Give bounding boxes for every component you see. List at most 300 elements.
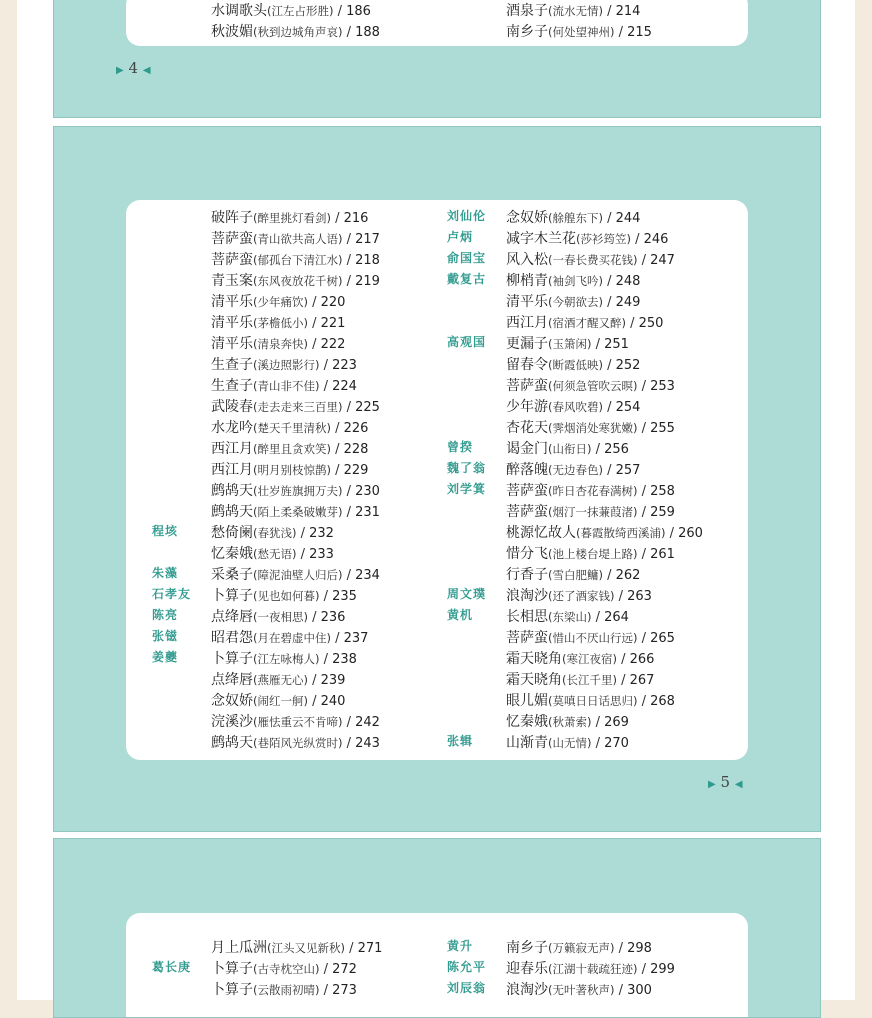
poem-title: 西江月 bbox=[211, 441, 253, 457]
page-ref: 251 bbox=[604, 337, 629, 352]
toc-entry[interactable] bbox=[506, 311, 663, 332]
separator: / bbox=[307, 610, 321, 625]
poem-title: 点绛唇 bbox=[211, 609, 253, 625]
separator: / bbox=[307, 694, 321, 709]
separator: / bbox=[330, 631, 344, 646]
toc-entry[interactable] bbox=[506, 710, 629, 731]
toc-entry[interactable] bbox=[506, 584, 652, 605]
toc-entry[interactable] bbox=[211, 647, 357, 668]
first-line: (壮岁旌旗拥万夫) bbox=[253, 484, 343, 498]
first-line: (障泥油壁人归后) bbox=[253, 568, 343, 582]
separator: / bbox=[319, 962, 333, 977]
separator: / bbox=[614, 589, 628, 604]
separator: / bbox=[333, 4, 347, 19]
first-line: (少年痛饮) bbox=[253, 295, 308, 309]
page-ref: 264 bbox=[604, 610, 629, 625]
poem-title: 山渐青 bbox=[506, 735, 548, 751]
poem-title: 浪淘沙 bbox=[506, 982, 548, 998]
poet-name: 张镃 bbox=[152, 629, 179, 643]
first-line: (莫嗔日日话思归) bbox=[548, 694, 638, 708]
separator: / bbox=[591, 736, 605, 751]
separator: / bbox=[637, 505, 651, 520]
poet-name: 朱藻 bbox=[152, 566, 179, 580]
page-ref: 260 bbox=[678, 526, 703, 541]
separator: / bbox=[342, 232, 356, 247]
toc-entry[interactable] bbox=[211, 332, 345, 353]
first-line: (巷陌风光纵赏时) bbox=[253, 736, 343, 750]
first-line: (山衔日) bbox=[548, 442, 592, 456]
first-line: (江湖十载疏狂迹) bbox=[548, 962, 638, 976]
toc-entry[interactable] bbox=[506, 227, 668, 248]
poet-name: 黄升 bbox=[447, 939, 474, 953]
page-ref: 229 bbox=[343, 463, 369, 478]
first-line: (郁孤台下清江水) bbox=[253, 253, 343, 267]
toc-entry[interactable] bbox=[506, 458, 640, 479]
toc-entry[interactable] bbox=[211, 710, 380, 731]
first-line: (清泉奔快) bbox=[253, 337, 308, 351]
separator: / bbox=[630, 232, 644, 247]
toc-entry[interactable] bbox=[211, 689, 345, 710]
toc-entry[interactable] bbox=[506, 500, 675, 521]
toc-entry[interactable] bbox=[211, 269, 380, 290]
separator: / bbox=[319, 379, 333, 394]
toc-entry[interactable] bbox=[506, 206, 640, 227]
poem-title: 点绛唇 bbox=[211, 672, 253, 688]
poem-title: 菩萨蛮 bbox=[211, 231, 253, 247]
separator: / bbox=[637, 379, 651, 394]
toc-entry[interactable] bbox=[211, 936, 382, 957]
poet-name: 戴复古 bbox=[447, 272, 487, 286]
separator: / bbox=[296, 526, 310, 541]
first-line: (醉里且贪欢笑) bbox=[253, 442, 331, 456]
poem-title: 酒泉子 bbox=[506, 3, 548, 19]
first-line: (走去走来三百里) bbox=[253, 400, 343, 414]
first-line: (东梁山) bbox=[548, 610, 592, 624]
toc-entry[interactable] bbox=[211, 521, 334, 542]
poem-title: 清平乐 bbox=[211, 315, 253, 331]
separator: / bbox=[342, 484, 356, 499]
page-ref: 299 bbox=[650, 962, 675, 977]
poem-title: 风入松 bbox=[506, 252, 548, 268]
first-line: (昨日杏花春满树) bbox=[548, 484, 638, 498]
first-line: (万籁寂无声) bbox=[548, 941, 615, 955]
first-line: (莎衫筠笠) bbox=[576, 232, 631, 246]
toc-entry[interactable] bbox=[506, 542, 675, 563]
toc-entry[interactable] bbox=[211, 731, 380, 752]
poem-title: 霜天晓角 bbox=[506, 651, 562, 667]
page-ref: 252 bbox=[615, 358, 641, 373]
toc-entry[interactable] bbox=[506, 605, 629, 626]
page-ref: 237 bbox=[343, 631, 369, 646]
toc-entry[interactable] bbox=[211, 584, 357, 605]
separator: / bbox=[591, 337, 605, 352]
first-line: (何处望神州) bbox=[548, 25, 615, 39]
toc-entry[interactable] bbox=[506, 332, 629, 353]
poem-title: 卜算子 bbox=[211, 588, 253, 604]
first-line: (醉里挑灯看剑) bbox=[253, 211, 331, 225]
separator: / bbox=[616, 652, 630, 667]
separator: / bbox=[342, 736, 356, 751]
separator: / bbox=[342, 25, 356, 40]
poet-name: 张辑 bbox=[447, 734, 474, 748]
page-ref: 224 bbox=[332, 379, 357, 394]
first-line: (一春长费买花钱) bbox=[548, 253, 638, 267]
poem-title: 更漏子 bbox=[506, 336, 548, 352]
toc-entry[interactable] bbox=[506, 290, 640, 311]
page-ref: 220 bbox=[320, 295, 346, 310]
poem-title: 生查子 bbox=[211, 357, 253, 373]
toc-entry[interactable] bbox=[211, 206, 368, 227]
page-ref: 256 bbox=[604, 442, 629, 457]
poem-title: 清平乐 bbox=[211, 294, 253, 310]
separator: / bbox=[602, 4, 616, 19]
separator: / bbox=[614, 983, 628, 998]
poet-name: 俞国宝 bbox=[447, 251, 487, 265]
page-ref: 214 bbox=[615, 4, 641, 19]
toc-entry[interactable] bbox=[506, 978, 652, 999]
page-ref: 258 bbox=[650, 484, 675, 499]
poem-title: 南乡子 bbox=[506, 940, 548, 956]
book-page-6 bbox=[53, 838, 821, 1018]
poem-title: 忆秦娥 bbox=[211, 546, 253, 562]
toc-entry[interactable] bbox=[211, 311, 345, 332]
page-ref: 272 bbox=[332, 962, 357, 977]
toc-entry[interactable] bbox=[211, 374, 357, 395]
page-number: ▶ 4 ◀ bbox=[116, 59, 151, 77]
separator: / bbox=[342, 253, 356, 268]
first-line: (惜山不厌山行远) bbox=[548, 631, 638, 645]
page-ref: 263 bbox=[627, 589, 652, 604]
poet-name: 陈亮 bbox=[152, 608, 179, 622]
separator: / bbox=[319, 589, 333, 604]
separator: / bbox=[602, 295, 616, 310]
poem-title: 菩萨蛮 bbox=[506, 504, 548, 520]
page-ref: 300 bbox=[627, 983, 652, 998]
separator: / bbox=[342, 568, 356, 583]
first-line: (流水无情) bbox=[548, 4, 603, 18]
page-ref: 228 bbox=[343, 442, 369, 457]
toc-entry[interactable] bbox=[506, 353, 640, 374]
first-line: (楚天千里清秋) bbox=[253, 421, 331, 435]
first-line: (一夜相思) bbox=[253, 610, 308, 624]
page-ref: 215 bbox=[627, 25, 652, 40]
separator: / bbox=[637, 421, 651, 436]
toc-entry[interactable] bbox=[211, 668, 345, 689]
poet-name: 姜夔 bbox=[152, 650, 179, 664]
separator: / bbox=[637, 631, 651, 646]
toc-entry[interactable] bbox=[506, 521, 703, 542]
poem-title: 西江月 bbox=[506, 315, 548, 331]
first-line: (断霞低映) bbox=[548, 358, 603, 372]
toc-entry[interactable] bbox=[211, 290, 345, 311]
page-ref: 223 bbox=[332, 358, 357, 373]
toc-entry[interactable] bbox=[211, 416, 368, 437]
page-ref: 269 bbox=[604, 715, 629, 730]
page-ref: 255 bbox=[650, 421, 675, 436]
separator: / bbox=[665, 526, 679, 541]
first-line: (云散雨初晴) bbox=[253, 983, 320, 997]
separator: / bbox=[307, 337, 321, 352]
toc-entry[interactable] bbox=[506, 269, 640, 290]
toc-entry[interactable] bbox=[506, 563, 640, 584]
toc-card-page-4 bbox=[126, 0, 748, 46]
toc-entry[interactable] bbox=[506, 647, 654, 668]
separator: / bbox=[602, 400, 616, 415]
poet-name: 曾揆 bbox=[447, 440, 474, 454]
poem-title: 卜算子 bbox=[211, 651, 253, 667]
first-line: (见也如何暮) bbox=[253, 589, 320, 603]
poet-name: 黄机 bbox=[447, 608, 474, 622]
toc-entry[interactable] bbox=[211, 0, 371, 20]
toc-entry[interactable] bbox=[211, 458, 368, 479]
poet-name: 刘学箕 bbox=[447, 482, 487, 496]
first-line: (烟汀一抹蒹葭渚) bbox=[548, 505, 638, 519]
first-line: (还了酒家钱) bbox=[548, 589, 615, 603]
separator: / bbox=[330, 421, 344, 436]
first-line: (艅艎东下) bbox=[548, 211, 603, 225]
toc-entry[interactable] bbox=[506, 20, 652, 41]
first-line: (池上楼台堤上路) bbox=[548, 547, 638, 561]
first-line: (暮霞散绮西溪浦) bbox=[576, 526, 666, 540]
separator: / bbox=[614, 941, 628, 956]
page-number: ▶ 5 ◀ bbox=[708, 773, 743, 791]
page-ref: 236 bbox=[320, 610, 346, 625]
page-ref: 249 bbox=[615, 295, 641, 310]
poem-title: 菩萨蛮 bbox=[506, 378, 548, 394]
first-line: (青山欲共高人语) bbox=[253, 232, 343, 246]
page-ref: 186 bbox=[346, 4, 371, 19]
poet-name: 葛长庚 bbox=[152, 960, 192, 974]
poet-name: 陈允平 bbox=[447, 960, 487, 974]
page-ref: 217 bbox=[355, 232, 380, 247]
first-line: (月在碧虚中住) bbox=[253, 631, 331, 645]
page-ref: 240 bbox=[320, 694, 346, 709]
toc-entry[interactable] bbox=[506, 957, 675, 978]
first-line: (今朝欲去) bbox=[548, 295, 603, 309]
toc-entry[interactable] bbox=[211, 563, 380, 584]
page-ref: 243 bbox=[355, 736, 380, 751]
first-line: (无叶著秋声) bbox=[548, 983, 615, 997]
separator: / bbox=[307, 316, 321, 331]
toc-entry[interactable] bbox=[506, 374, 675, 395]
page-ref: 268 bbox=[650, 694, 675, 709]
poet-name: 石孝友 bbox=[152, 587, 192, 601]
poem-title: 青玉案 bbox=[211, 273, 253, 289]
first-line: (青山非不佳) bbox=[253, 379, 320, 393]
first-line: (东风夜放花千树) bbox=[253, 274, 343, 288]
first-line: (何须急管吹云暝) bbox=[548, 379, 638, 393]
poem-title: 月上瓜洲 bbox=[211, 940, 267, 956]
page-ref: 266 bbox=[629, 652, 655, 667]
first-line: (秋萧索) bbox=[548, 715, 592, 729]
page-ref: 253 bbox=[650, 379, 675, 394]
poet-name: 刘辰翁 bbox=[447, 981, 487, 995]
poem-title: 菩萨蛮 bbox=[211, 252, 253, 268]
page-ref: 262 bbox=[615, 568, 641, 583]
first-line: (江头又见新秋) bbox=[267, 941, 345, 955]
page-ref: 261 bbox=[650, 547, 675, 562]
poem-title: 菩萨蛮 bbox=[506, 483, 548, 499]
toc-entry[interactable] bbox=[506, 416, 675, 437]
poem-title: 西江月 bbox=[211, 462, 253, 478]
page-ref: 218 bbox=[355, 253, 380, 268]
page-ref: 232 bbox=[309, 526, 334, 541]
toc-entry[interactable] bbox=[506, 668, 654, 689]
book-page-5 bbox=[53, 126, 821, 832]
toc-entry[interactable] bbox=[211, 353, 357, 374]
book-page-4 bbox=[53, 0, 821, 118]
poem-title: 生查子 bbox=[211, 378, 253, 394]
toc-entry[interactable] bbox=[211, 542, 334, 563]
first-line: (溪边照影行) bbox=[253, 358, 320, 372]
page-ref: 298 bbox=[627, 941, 652, 956]
page-ref: 226 bbox=[343, 421, 369, 436]
separator: / bbox=[625, 316, 639, 331]
toc-entry[interactable] bbox=[211, 500, 380, 521]
page-ref: 267 bbox=[629, 673, 655, 688]
poem-title: 惜分飞 bbox=[506, 546, 548, 562]
page-ref: 230 bbox=[355, 484, 380, 499]
first-line: (春犹浅) bbox=[253, 526, 297, 540]
page-ref: 248 bbox=[615, 274, 641, 289]
toc-entry[interactable] bbox=[506, 936, 652, 957]
poem-title: 柳梢青 bbox=[506, 273, 548, 289]
separator: / bbox=[614, 25, 628, 40]
poem-title: 鹧鸪天 bbox=[211, 483, 253, 499]
toc-entry[interactable] bbox=[211, 20, 380, 41]
poem-title: 少年游 bbox=[506, 399, 548, 415]
first-line: (明月别枝惊鹊) bbox=[253, 463, 331, 477]
page-ref: 244 bbox=[615, 211, 641, 226]
toc-entry[interactable] bbox=[506, 626, 675, 647]
first-line: (陌上柔桑破嫩芽) bbox=[253, 505, 343, 519]
page-ref: 250 bbox=[638, 316, 664, 331]
toc-card-page-5 bbox=[126, 200, 748, 760]
poem-title: 卜算子 bbox=[211, 982, 253, 998]
separator: / bbox=[307, 673, 321, 688]
page-ref: 259 bbox=[650, 505, 675, 520]
poem-title: 武陵春 bbox=[211, 399, 253, 415]
separator: / bbox=[602, 274, 616, 289]
separator: / bbox=[637, 694, 651, 709]
poet-name: 刘仙伦 bbox=[447, 209, 487, 223]
first-line: (秋到边城角声哀) bbox=[253, 25, 343, 39]
poem-title: 留春令 bbox=[506, 357, 548, 373]
poem-title: 昭君怨 bbox=[211, 630, 253, 646]
page-ref: 234 bbox=[355, 568, 380, 583]
poem-title: 鹧鸪天 bbox=[211, 735, 253, 751]
separator: / bbox=[344, 941, 358, 956]
toc-entry[interactable] bbox=[211, 626, 368, 647]
page-ref: 246 bbox=[643, 232, 669, 247]
first-line: (茅檐低小) bbox=[253, 316, 308, 330]
toc-entry[interactable] bbox=[211, 227, 380, 248]
poem-title: 水调歌头 bbox=[211, 3, 267, 19]
toc-entry[interactable] bbox=[211, 605, 345, 626]
separator: / bbox=[591, 442, 605, 457]
toc-entry[interactable] bbox=[506, 248, 675, 269]
poem-title: 桃源忆故人 bbox=[506, 525, 576, 541]
toc-card-page-6 bbox=[126, 913, 748, 1018]
first-line: (寒江夜宿) bbox=[562, 652, 617, 666]
toc-entry[interactable] bbox=[211, 479, 380, 500]
poet-name: 周文璞 bbox=[447, 587, 487, 601]
first-line: (霁烟消处寒犹嫩) bbox=[548, 421, 638, 435]
separator: / bbox=[342, 715, 356, 730]
toc-entry[interactable] bbox=[506, 689, 675, 710]
first-line: (无边春色) bbox=[548, 463, 603, 477]
page-ref: 231 bbox=[355, 505, 380, 520]
toc-entry[interactable] bbox=[211, 437, 368, 458]
toc-entry[interactable] bbox=[506, 437, 629, 458]
toc-entry[interactable] bbox=[506, 0, 640, 20]
page-ref: 221 bbox=[320, 316, 346, 331]
separator: / bbox=[307, 295, 321, 310]
page-ref: 257 bbox=[615, 463, 641, 478]
first-line: (山无情) bbox=[548, 736, 592, 750]
page-ref: 235 bbox=[332, 589, 357, 604]
page-ref: 271 bbox=[357, 941, 383, 956]
page-ref: 242 bbox=[355, 715, 380, 730]
page-ref: 233 bbox=[309, 547, 334, 562]
poem-title: 谒金门 bbox=[506, 441, 548, 457]
page-ref: 247 bbox=[650, 253, 675, 268]
poem-title: 眼儿媚 bbox=[506, 693, 548, 709]
first-line: (长江千里) bbox=[562, 673, 617, 687]
poem-title: 减字木兰花 bbox=[506, 231, 576, 247]
toc-entry[interactable] bbox=[506, 479, 675, 500]
separator: / bbox=[616, 673, 630, 688]
page-ref: 273 bbox=[332, 983, 357, 998]
toc-entry[interactable] bbox=[211, 248, 380, 269]
first-line: (古寺枕空山) bbox=[253, 962, 320, 976]
first-line: (春风吹碧) bbox=[548, 400, 603, 414]
separator: / bbox=[602, 568, 616, 583]
separator: / bbox=[342, 505, 356, 520]
toc-entry[interactable] bbox=[506, 731, 629, 752]
first-line: (袖剑飞吟) bbox=[548, 274, 603, 288]
poem-title: 浣溪沙 bbox=[211, 714, 253, 730]
poem-title: 卜算子 bbox=[211, 961, 253, 977]
toc-entry[interactable] bbox=[211, 395, 380, 416]
toc-entry[interactable] bbox=[211, 978, 357, 999]
separator: / bbox=[637, 547, 651, 562]
poem-title: 行香子 bbox=[506, 567, 548, 583]
separator: / bbox=[330, 442, 344, 457]
poet-name: 高观国 bbox=[447, 335, 487, 349]
separator: / bbox=[637, 253, 651, 268]
poem-title: 霜天晓角 bbox=[506, 672, 562, 688]
toc-entry[interactable] bbox=[506, 395, 640, 416]
poem-title: 愁倚阑 bbox=[211, 525, 253, 541]
separator: / bbox=[342, 400, 356, 415]
page-ref: 254 bbox=[615, 400, 641, 415]
page-ref: 216 bbox=[343, 211, 369, 226]
first-line: (愁无语) bbox=[253, 547, 297, 561]
poem-title: 秋波媚 bbox=[211, 24, 253, 40]
page-ref: 265 bbox=[650, 631, 675, 646]
separator: / bbox=[602, 358, 616, 373]
poem-title: 南乡子 bbox=[506, 24, 548, 40]
separator: / bbox=[637, 962, 651, 977]
toc-entry[interactable] bbox=[211, 957, 357, 978]
page-ref: 225 bbox=[355, 400, 380, 415]
page-ref: 219 bbox=[355, 274, 380, 289]
separator: / bbox=[330, 211, 344, 226]
poem-title: 浪淘沙 bbox=[506, 588, 548, 604]
separator: / bbox=[591, 610, 605, 625]
first-line: (江左咏梅人) bbox=[253, 652, 320, 666]
